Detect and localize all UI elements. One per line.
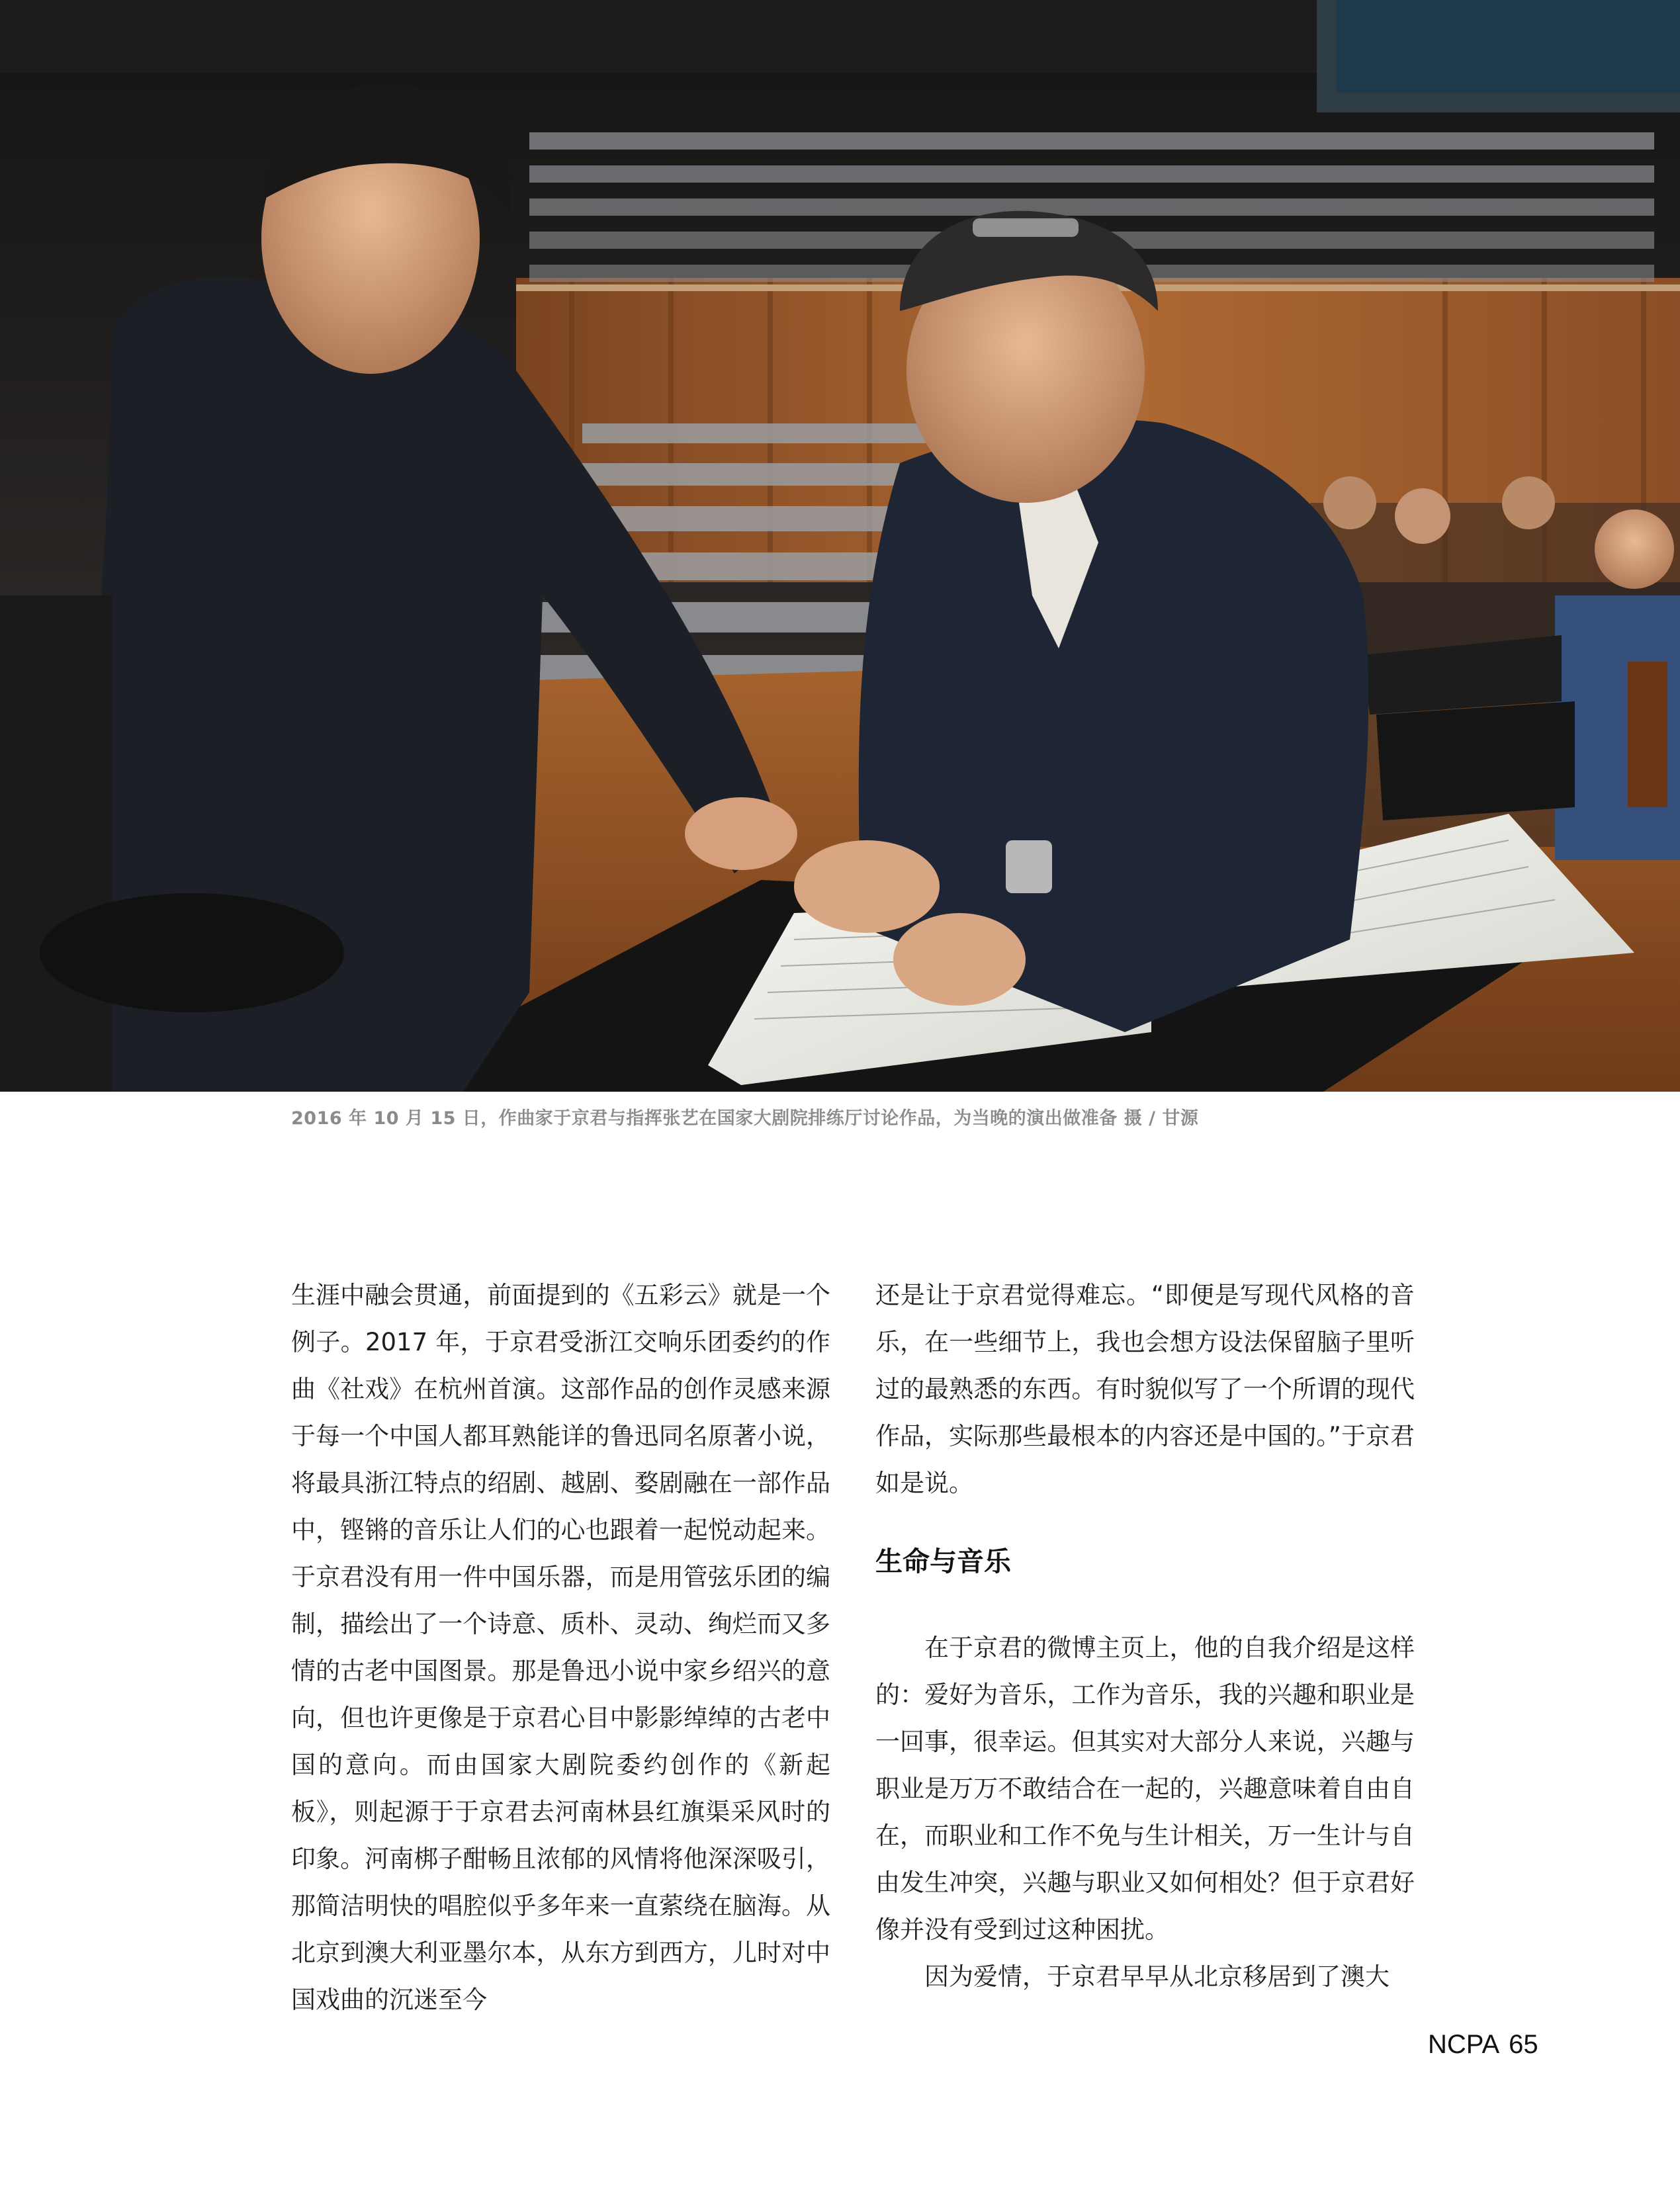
photo-caption: 2016 年 10 月 15 日，作曲家于京君与指挥张艺在国家大剧院排练厅讨论作品，为当晚的演出做准备 摄 / 甘源	[291, 1108, 1199, 1129]
section-heading: 生命与音乐	[875, 1546, 1011, 1577]
paragraph: 生涯中融会贯通，前面提到的《五彩云》就是一个例子。2017 年，于京君受浙江交响乐团委约的作曲《社戏》在杭州首演。这部作品的创作灵感来源于每一个中国人都耳熟能详的鲁迅同名原著小说，将最具浙江特点的绍剧、越剧、婺剧融在一部作品中，铿锵的音乐让人们的心也跟着一起悦动起来。于京君没有用一件中国乐器，而是用管弦乐团的编制，描绘出了一个诗意、质朴、灵动、绚烂而又多情的古老中国图景。那是鲁迅小说中家乡绍兴的意向，但也许更像是于京君心目中影影绰绰的古老中国的意向。而由国家大剧院委约创作的《新起板》，则起源于于京君去河南林县红旗渠采风时的印象。河南梆子酣畅且浓郁的风情将他深深吸引，那简洁明快的唱腔似乎多年来一直萦绕在脑海。从北京到澳大利亚墨尔本，从东方到西方，儿时对中国戏曲的沉迷至今	[291, 1281, 830, 2014]
page-number: 65	[1509, 2030, 1538, 2059]
page-folio	[1428, 2030, 1538, 2060]
photo-illustration	[0, 0, 1680, 1092]
article-column-right	[875, 1272, 1415, 2000]
article-photo	[0, 0, 1680, 1092]
paragraph: 因为爱情，于京君早早从北京移居到了澳大	[924, 1962, 1390, 1991]
article-column-left	[291, 1272, 830, 2023]
paragraph: 在于京君的微博主页上，他的自我介绍是这样的：爱好为音乐，工作为音乐，我的兴趣和职业是一回事，很幸运。但其实对大部分人来说，兴趣与职业是万万不敢结合在一起的，兴趣意味着自由自在，而职业和工作不免与生计相关，万一生计与自由发生冲突，兴趣与职业又如何相处？但于京君好像并没有受到过这种困扰。	[875, 1634, 1415, 1944]
paragraph: 还是让于京君觉得难忘。“即便是写现代风格的音乐，在一些细节上，我也会想方设法保留脑子里听过的最熟悉的东西。有时貌似写了一个所谓的现代作品，实际那些最根本的内容还是中国的。”于京君如是说。	[875, 1281, 1415, 1497]
magazine-name: NCPA	[1428, 2030, 1500, 2059]
